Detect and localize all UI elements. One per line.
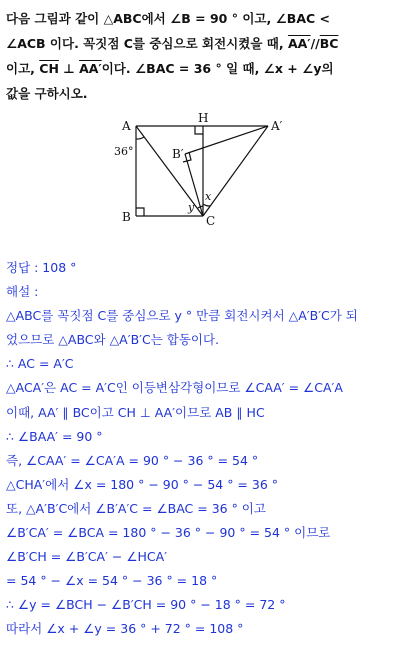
solution-heading: 해설 :: [6, 284, 39, 300]
solution-line-8: △CHA′에서 ∠x = 180 ° − 90 ° − 54 ° = 36 °: [6, 476, 279, 492]
label-a-prime: A′: [271, 119, 283, 133]
label-c: C: [206, 214, 216, 228]
solution-line-6: ∴ ∠BAA′ = 90 °: [6, 428, 103, 444]
segment-aa-prime: AA′: [287, 36, 311, 51]
parallel-symbol: //: [310, 36, 320, 51]
solution-line-12: = 54 ° − ∠x = 54 ° − 36 ° = 18 °: [6, 573, 218, 589]
label-h: H: [198, 111, 209, 125]
segment-bc: $\overline{BC}$: [319, 36, 339, 51]
perpendicular-symbol: ⊥: [63, 61, 75, 76]
question-line-3-tail: 이다. ∠BAC = 36 ° 일 때, ∠x + ∠y의: [101, 61, 334, 76]
segment-ch: $\overline{CH}$: [39, 61, 59, 76]
label-angle-36: 36°: [114, 145, 134, 158]
geometry-figure: [108, 108, 298, 228]
label-x: x: [205, 190, 212, 203]
solution-line-1: △ABC를 꼭짓점 C를 중심으로 y ° 만큼 회전시켜서 △A′B′C가 되: [6, 308, 358, 324]
question-line-1: 다음 그림과 같이 △ABC에서 ∠B = 90 ° 이고, ∠BAC <: [6, 11, 330, 26]
question-line-3-start: 이고,: [6, 61, 35, 76]
solution-line-13: ∴ ∠y = ∠BCH − ∠B′CH = 90 ° − 18 ° = 72 °: [6, 597, 286, 613]
solution-line-4: △ACA′은 AC = A′C인 이등변삼각형이므로 ∠CAA′ = ∠CA′A: [6, 380, 343, 396]
angle-arc-x: [203, 204, 210, 206]
label-b: B: [122, 210, 131, 224]
right-angle-mark-h: [195, 126, 203, 134]
question-line-2: [6, 31, 398, 56]
solution-line-7: 즉, ∠CAA′ = ∠CA′A = 90 ° − 36 ° = 54 °: [6, 452, 259, 468]
solution-line-11: ∠B′CH = ∠B′CA′ − ∠HCA′: [6, 549, 168, 565]
label-b-prime: B′: [172, 147, 184, 161]
question-line-3: [6, 56, 398, 81]
angle-arc-a: [136, 137, 144, 139]
label-y: y: [188, 201, 195, 214]
solution-line-5: 이때, AA′ ∥ BC이고 CH ⊥ AA′이므로 AB ∥ HC: [6, 404, 265, 420]
question: [6, 6, 398, 106]
solution-line-10: ∠B′CA′ = ∠BCA = 180 ° − 36 ° − 90 ° = 54 ° 이므로: [6, 525, 331, 541]
segment-aa-prime-2: AA′: [79, 61, 102, 76]
solution-line-2: 었으므로 △ABC와 △A′B′C는 합동이다.: [6, 332, 220, 348]
answer-line: 정답 : 108 °: [6, 260, 77, 275]
solution: [6, 256, 398, 642]
segment-a-prime-c: [203, 126, 268, 216]
solution-line-9: 또, △A′B′C에서 ∠B′A′C = ∠BAC = 36 ° 이고: [6, 500, 266, 516]
question-line-2-text: ∠ACB 이다. 꼭짓점 C를 중심으로 회전시켰을 때,: [6, 36, 284, 51]
label-a: A: [122, 119, 131, 133]
segment-b-prime-a-prime: [185, 126, 268, 154]
solution-line-3: ∴ AC = A′C: [6, 356, 74, 372]
solution-line-14: 따라서 ∠x + ∠y = 36 ° + 72 ° = 108 °: [6, 621, 244, 637]
right-angle-mark-b: [136, 208, 144, 216]
question-line-4: 값을 구하시오.: [6, 86, 88, 101]
